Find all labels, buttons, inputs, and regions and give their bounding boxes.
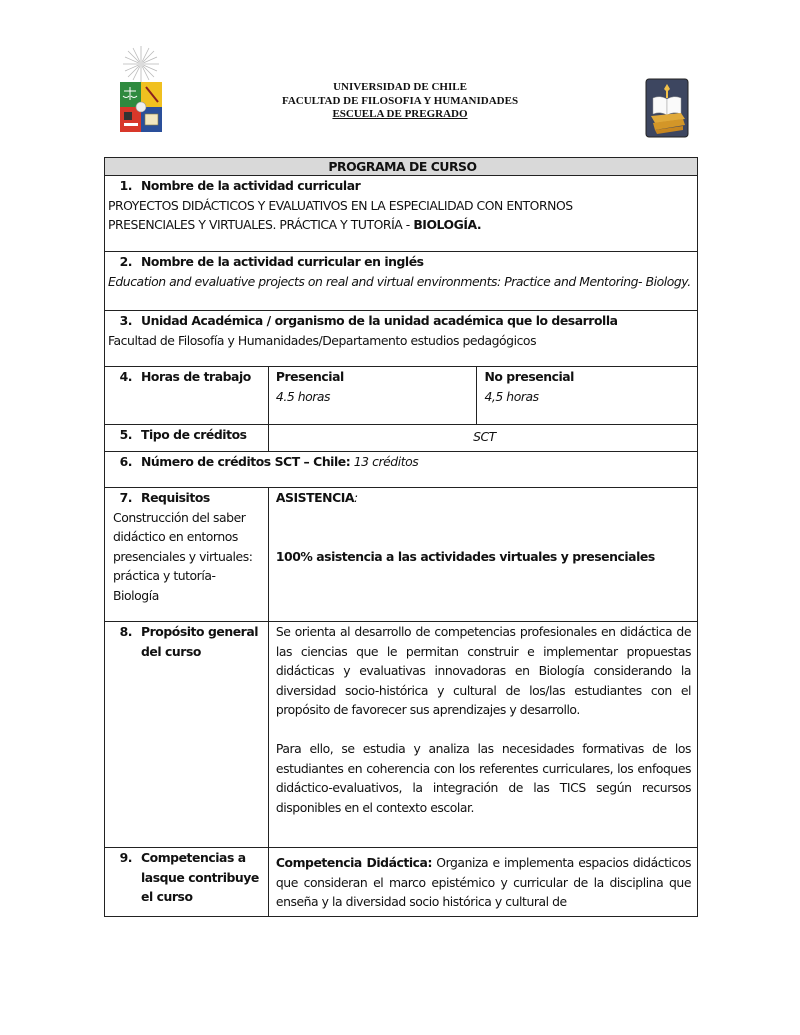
section-5-label: Tipo de créditos xyxy=(141,427,247,442)
section-4-row xyxy=(105,367,698,425)
section-1-label: Nombre de la actividad curricular xyxy=(141,178,361,193)
section-2-number: 2. xyxy=(119,254,132,269)
section-6-number: 6. xyxy=(119,454,132,469)
section-5-row xyxy=(105,425,698,452)
section-1-row xyxy=(105,176,698,252)
program-table xyxy=(104,157,698,917)
section-7-row: 7. Requisitos Construcción del saber didáctico en entornos presenciales y virtuales: práctica y tutoría-Biología ASISTENCIA: 100% asistencia a las actividades virtuales y presenciales xyxy=(105,488,698,622)
competence-text: Competencia Didáctica: Organiza e implementa espacios didácticos que consideran el marco epistémico y curricular de la disciplina que enseña y la diversidad socio histórica y cultural de xyxy=(275,855,691,910)
section-3-row xyxy=(105,311,698,367)
section-3-value: Facultad de Filosofía y Humanidades/Departamento estudios pedagógicos xyxy=(108,332,537,348)
requirement-course: Construcción del saber didáctico en entornos presenciales y virtuales: práctica y tutoría-Biología xyxy=(113,509,253,603)
attendance-value: 100% asistencia a las actividades virtuales y presenciales xyxy=(275,548,655,564)
section-4-number: 4. xyxy=(119,369,132,384)
section-3-number: 3. xyxy=(119,313,132,328)
section-2-label: Nombre de la actividad curricular en inglés xyxy=(141,254,424,269)
section-9-number: 9. xyxy=(119,850,132,865)
section-9-row xyxy=(105,848,698,917)
section-4-label: Horas de trabajo xyxy=(141,369,251,384)
faculty-book-emblem-icon xyxy=(645,78,689,138)
section-2-value: Education and evaluative projects on real and virtual environments: Practice and Mentoring- Biology. xyxy=(108,273,691,289)
purpose-paragraph-2: Para ello, se estudia y analiza las necesidades formativas de los estudiantes en coherencia con los referentes curriculares, los enfoques didáctico-evaluativos, la integración de las TICS según recursos disponibles en el contexto escolar. xyxy=(275,740,691,815)
section-9-label: Competencias a lasque contribuye el curso xyxy=(141,850,259,905)
section-6-label: Número de créditos SCT – Chile: xyxy=(141,454,351,469)
presencial-label: Presencial xyxy=(275,369,344,384)
section-3-label: Unidad Académica / organismo de la unidad académica que lo desarrolla xyxy=(141,313,618,328)
no-presencial-value: 4,5 horas xyxy=(484,388,539,404)
faculty-name: FACULTAD DE FILOSOFIA Y HUMANIDADES xyxy=(281,94,519,107)
section-6-row xyxy=(105,452,698,488)
section-2-row xyxy=(105,252,698,311)
section-8-number: 8. xyxy=(119,624,132,639)
section-7-label: Requisitos xyxy=(141,490,210,505)
presencial-value: 4.5 horas xyxy=(275,388,331,404)
school-name: ESCUELA DE PREGRADO xyxy=(332,108,468,120)
section-1-value: PROYECTOS DIDÁCTICOS Y EVALUATIVOS EN LA ESPECIALIDAD CON ENTORNOS PRESENCIALES Y VIRTUALES. PRÁCTICA Y TUTORÍA - BIOLOGÍA. xyxy=(108,197,573,233)
program-title-row xyxy=(105,158,698,176)
universidad-de-chile-crest-icon xyxy=(116,44,166,136)
section-6-value: 13 créditos xyxy=(353,454,419,469)
no-presencial-label: No presencial xyxy=(484,369,574,384)
university-name: UNIVERSIDAD DE CHILE xyxy=(333,81,467,93)
credit-type-value: SCT xyxy=(268,425,697,452)
letterhead xyxy=(200,81,600,122)
section-7-number: 7. xyxy=(119,490,132,505)
section-8-row xyxy=(105,622,698,848)
section-1-number: 1. xyxy=(119,178,132,193)
section-5-number: 5. xyxy=(119,427,132,442)
section-8-label: Propósito general del curso xyxy=(141,624,259,659)
competence-label: Competencia Didáctica: xyxy=(275,855,432,870)
program-title: PROGRAMA DE CURSO xyxy=(105,158,698,176)
attendance-label: ASISTENCIA xyxy=(275,490,355,505)
purpose-paragraph-1: Se orienta al desarrollo de competencias profesionales en didáctica de las ciencias que le permitan construir e implementar propuestas didácticas y evaluativas innovadoras en Biología considerando la diversidad socio-histórica y cultural de los/las estudiantes con el propósito de favorecer sus aprendizajes y desarrollo. xyxy=(275,624,691,718)
